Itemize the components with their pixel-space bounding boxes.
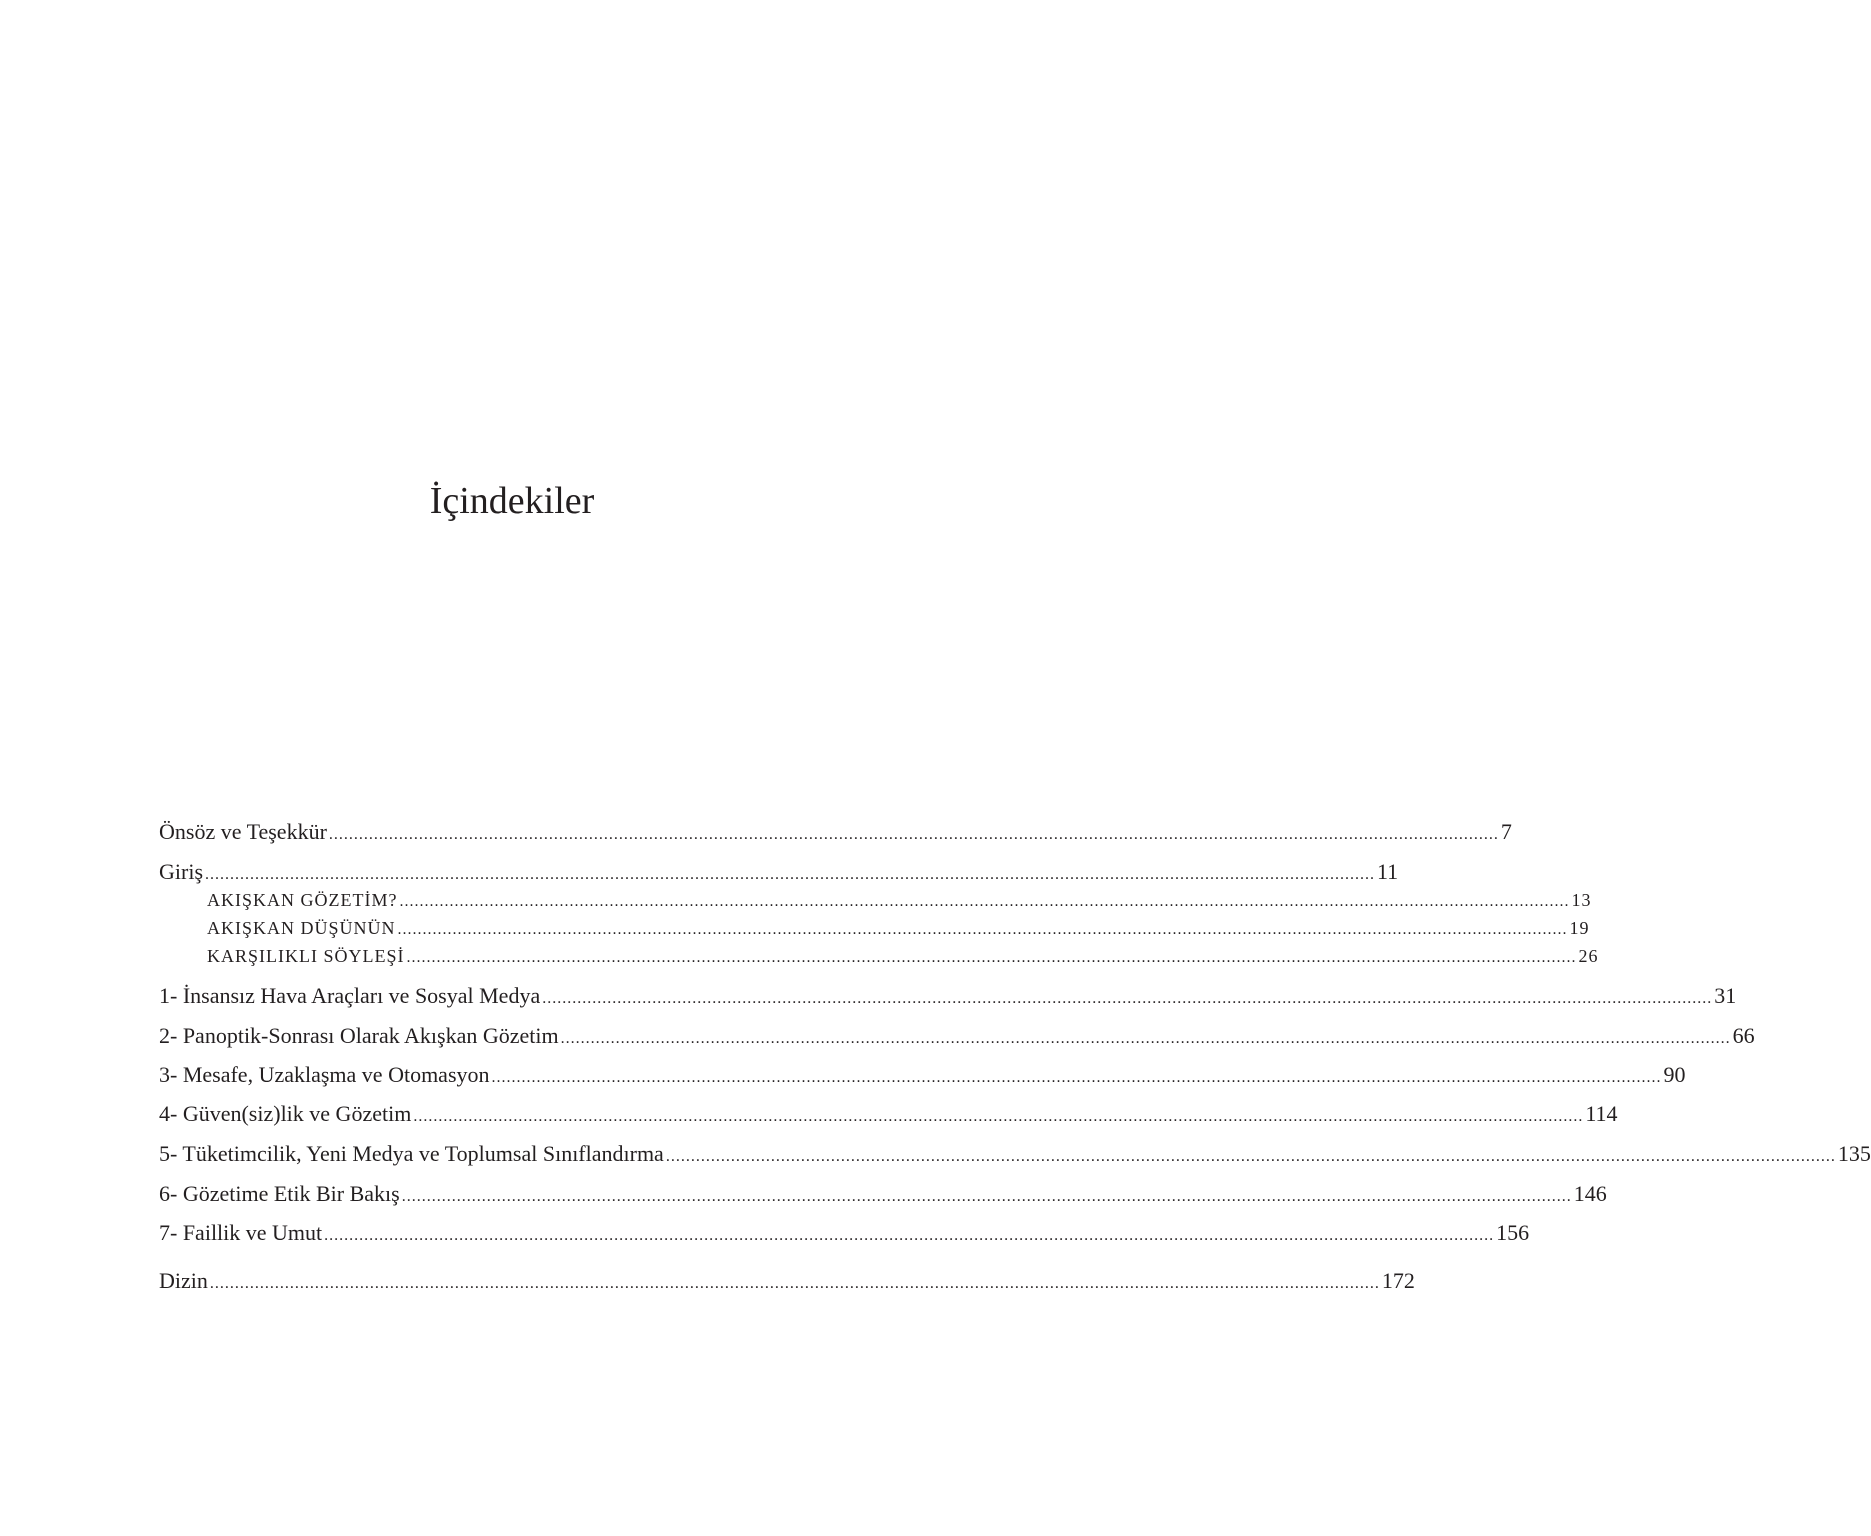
toc-page-number: 90 [1663, 1062, 1686, 1087]
toc-dot-leader: .......................................................................................................................................................................................................................................... [209, 1275, 1380, 1292]
toc-dot-leader: .......................................................................................................................................................................................................................................... [401, 1188, 1572, 1205]
toc-dot-leader: .......................................................................................................................................................................................................................................... [205, 866, 1375, 883]
table-of-contents [159, 0, 1871, 1536]
toc-page-number: 135 [1837, 1141, 1871, 1166]
page-title: İçindekiler [429, 480, 595, 522]
toc-entry-label: Dizin [159, 1268, 208, 1293]
toc-page-number: 11 [1377, 859, 1399, 884]
toc-page-number: 7 [1500, 819, 1512, 844]
toc-dot-leader: .......................................................................................................................................................................................................................................... [406, 949, 1577, 966]
toc-entry-label: KARŞILIKLI SÖYLEŞİ [207, 946, 405, 966]
toc-dot-leader: .......................................................................................................................................................................................................................................... [560, 1030, 1731, 1047]
toc-entry-label: 3- Mesafe, Uzaklaşma ve Otomasyon [159, 1062, 490, 1087]
toc-entry-label: 4- Güven(siz)lik ve Gözetim [159, 1101, 412, 1126]
toc-entry-chapter-1[interactable] [159, 982, 1737, 1013]
toc-page-number: 146 [1573, 1181, 1607, 1206]
toc-page-number: 31 [1714, 983, 1737, 1008]
toc-entry-dizin[interactable] [159, 1267, 1415, 1298]
toc-page-number: 114 [1585, 1101, 1618, 1126]
toc-subentry-akiskan-dusunun[interactable] [207, 916, 1590, 942]
toc-dot-leader: .......................................................................................................................................................................................................................................... [399, 893, 1570, 910]
toc-entry-chapter-7[interactable] [159, 1219, 1530, 1250]
toc-entry-label: AKIŞKAN GÖZETİM? [207, 890, 398, 910]
toc-subentry-akiskan-gozetim[interactable] [207, 888, 1592, 914]
toc-entry-label: Önsöz ve Teşekkür [159, 819, 327, 844]
toc-page-number: 19 [1569, 918, 1590, 938]
toc-page-number: 13 [1571, 890, 1592, 910]
toc-entry-chapter-3[interactable] [159, 1061, 1686, 1092]
toc-dot-leader: .......................................................................................................................................................................................................................................... [397, 921, 1568, 938]
toc-entry-label: Giriş [159, 859, 203, 884]
toc-page-number: 26 [1578, 946, 1599, 966]
toc-entry-chapter-5[interactable] [159, 1140, 1871, 1171]
toc-page-number: 66 [1732, 1023, 1755, 1048]
toc-entry-label: AKIŞKAN DÜŞÜNÜN [207, 918, 396, 938]
toc-entry-chapter-2[interactable] [159, 1022, 1755, 1053]
toc-dot-leader: .......................................................................................................................................................................................................................................... [324, 1227, 1495, 1244]
toc-dot-leader: .......................................................................................................................................................................................................................................... [413, 1108, 1584, 1125]
toc-entry-label: 1- İnsansız Hava Araçları ve Sosyal Medya [159, 983, 541, 1008]
toc-entry-chapter-6[interactable] [159, 1180, 1607, 1211]
toc-entry-onsoz[interactable] [159, 818, 1512, 849]
toc-dot-leader: .......................................................................................................................................................................................................................................... [491, 1069, 1662, 1086]
toc-dot-leader: .......................................................................................................................................................................................................................................... [542, 990, 1713, 1007]
toc-entry-label: 2- Panoptik-Sonrası Olarak Akışkan Gözetim [159, 1023, 559, 1048]
toc-entry-chapter-4[interactable] [159, 1100, 1618, 1131]
toc-dot-leader: .......................................................................................................................................................................................................................................... [665, 1148, 1836, 1165]
toc-dot-leader: .......................................................................................................................................................................................................................................... [328, 826, 1499, 843]
toc-entry-label: 7- Faillik ve Umut [159, 1220, 323, 1245]
toc-entry-label: 5- Tüketimcilik, Yeni Medya ve Toplumsal Sınıflandırma [159, 1141, 664, 1166]
toc-page-number: 156 [1496, 1220, 1530, 1245]
toc-entry-giris[interactable] [159, 858, 1399, 889]
toc-subentry-karsilikli-soylesi[interactable] [207, 944, 1599, 970]
toc-page-number: 172 [1381, 1268, 1415, 1293]
toc-entry-label: 6- Gözetime Etik Bir Bakış [159, 1181, 400, 1206]
